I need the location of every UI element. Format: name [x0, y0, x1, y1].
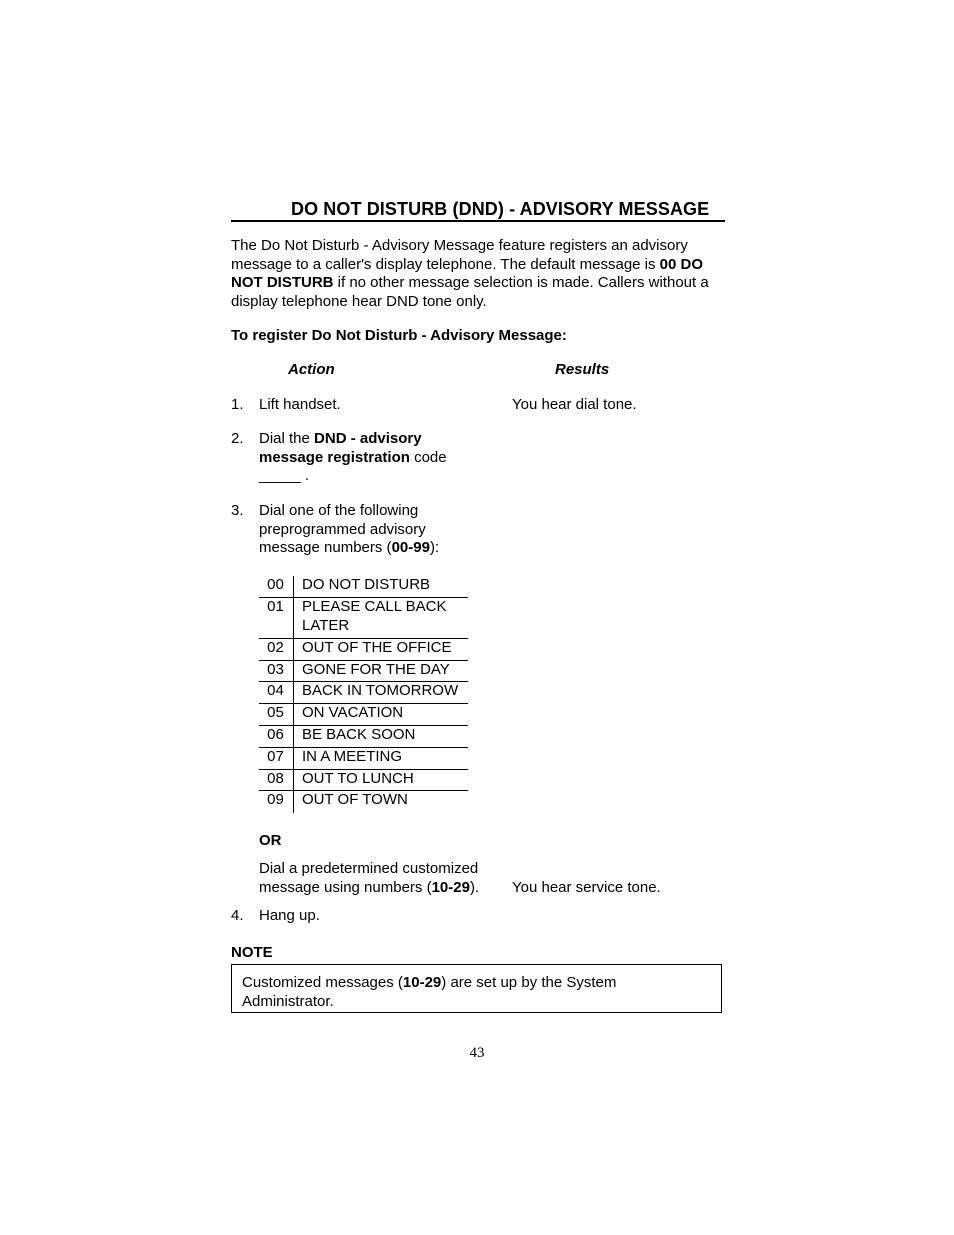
- intro-default-message: 00 DO NOT DISTURB: [231, 255, 704, 292]
- step-4-action: Hang up.: [259, 907, 320, 924]
- step-3-action: [259, 502, 459, 558]
- custom-text-1: Dial a predetermined customized message using numbers (: [259, 860, 479, 896]
- step-2-text-2: code _____ .: [259, 448, 447, 485]
- custom-message-result: You hear service tone.: [512, 879, 661, 896]
- procedure-heading: To register Do Not Disturb - Advisory Message:: [231, 327, 567, 344]
- action-column-header: Action: [288, 361, 335, 378]
- message-text: ON VACATION: [294, 704, 469, 726]
- step-1-action: Lift handset.: [259, 396, 341, 413]
- message-code: 01: [259, 598, 294, 639]
- message-text: BACK IN TOMORROW: [294, 682, 469, 704]
- message-code: 05: [259, 704, 294, 726]
- step-2-number: 2.: [231, 430, 244, 447]
- step-1-result: You hear dial tone.: [512, 396, 637, 413]
- message-text: OUT TO LUNCH: [294, 769, 469, 791]
- step-3-text-2: ):: [429, 539, 440, 557]
- message-text: OUT OF THE OFFICE: [294, 638, 469, 660]
- step-3-text-1: Dial one of the following preprogrammed advisory message numbers (: [259, 502, 426, 557]
- advisory-message-table: [259, 576, 468, 813]
- step-2-code-name: DND - advisory message registration: [259, 430, 422, 466]
- message-text: PLEASE CALL BACK LATER: [294, 598, 469, 639]
- intro-text-1: The Do Not Disturb - Advisory Message feature registers an advisory message to a caller's display telephone. The default message is: [231, 237, 688, 273]
- note-range: 10-29: [402, 974, 442, 991]
- step-4-number: 4.: [231, 907, 244, 924]
- message-text: OUT OF TOWN: [294, 791, 469, 813]
- step-2-text-1: Dial the: [259, 430, 315, 447]
- message-code: 06: [259, 726, 294, 748]
- table-row: [259, 576, 468, 598]
- step-3-range: 00-99: [391, 539, 430, 557]
- page-number: 43: [469, 1045, 485, 1061]
- table-row: [259, 704, 468, 726]
- message-text: GONE FOR THE DAY: [294, 660, 469, 682]
- message-code: 09: [259, 791, 294, 813]
- results-column-header: Results: [555, 361, 610, 378]
- table-row: [259, 769, 468, 791]
- intro-paragraph: [231, 237, 725, 311]
- or-label: OR: [259, 832, 282, 849]
- note-box: [231, 964, 722, 1013]
- table-row: [259, 598, 468, 639]
- note-text-2: ) are set up by the System Administrator.: [242, 974, 617, 1010]
- table-row: [259, 638, 468, 660]
- step-3-number: 3.: [231, 502, 244, 519]
- title-rule: [231, 220, 725, 222]
- message-text: DO NOT DISTURB: [302, 576, 431, 593]
- page-title: DO NOT DISTURB (DND) - ADVISORY MESSAGE: [291, 199, 710, 219]
- table-row: [259, 791, 468, 813]
- message-text: IN A MEETING: [294, 747, 469, 769]
- custom-message-action: [259, 860, 499, 897]
- table-row: [259, 726, 468, 748]
- custom-text-2: ).: [469, 878, 480, 896]
- table-row: [259, 660, 468, 682]
- custom-range: 10-29: [431, 878, 470, 896]
- note-text-1: Customized messages (: [242, 974, 403, 991]
- message-code: 03: [259, 660, 294, 682]
- message-code: 00: [259, 576, 294, 598]
- message-code: 07: [259, 747, 294, 769]
- step-2-action: [259, 430, 469, 486]
- note-label: NOTE: [231, 944, 273, 961]
- intro-text-2: if no other message selection is made. Callers without a display telephone hear DND tone only.: [231, 274, 709, 310]
- message-text: BE BACK SOON: [294, 726, 469, 748]
- message-code: 02: [259, 638, 294, 660]
- message-code: 08: [259, 769, 294, 791]
- table-row: [259, 682, 468, 704]
- step-1-number: 1.: [231, 396, 244, 413]
- message-code: 04: [259, 682, 294, 704]
- table-row: [259, 747, 468, 769]
